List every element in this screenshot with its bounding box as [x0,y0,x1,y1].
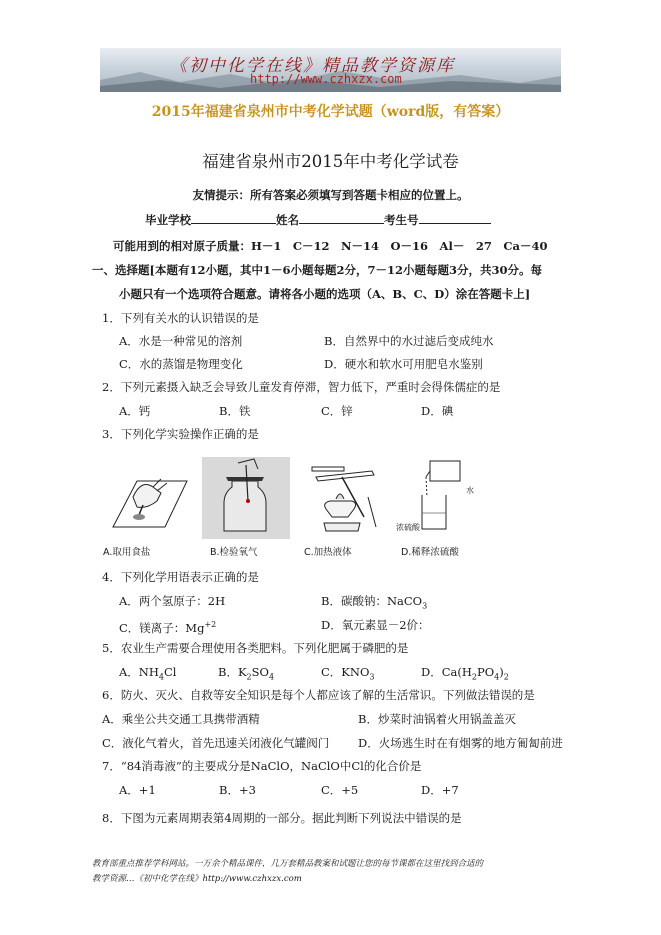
figure-d-acid-label: 浓硫酸 [396,523,420,532]
figure-b-caption: B.检验氧气 [210,547,258,558]
q5-option-a-text: A．NH [119,665,159,679]
q5-option-b-text: B．K [218,665,247,679]
header-banner [100,48,561,92]
q2-option-d: D．碘 [421,404,454,418]
q6-stem: 6．防火、灭火、自救等安全知识是每个人都应该了解的生活常识。下列做法错误的是 [102,688,535,702]
banner-url: http://www.czhxzx.com [250,72,402,86]
q7-option-b: B．+3 [219,783,256,797]
q4-option-a: A．两个氢原子：2H [119,594,226,608]
q2-option-a: A．钙 [119,404,151,418]
q5-option-c-text: C．KNO [321,665,370,679]
q4-option-c [119,618,216,635]
q7-option-d: D．+7 [421,783,459,797]
atomic-masses: 可能用到的相对原子质量：H－1 C－12 N－14 O－16 Al－ 27 Ca－40 [113,239,548,253]
q4-option-b [321,594,427,613]
info-fields [145,213,491,227]
q6-option-c: C．液化气着火，首先迅速关闭液化气罐阀门 [102,736,330,750]
school-label: 毕业学校 [145,213,191,227]
q6-option-b: B．炒菜时油锅着火用锅盖盖灭 [358,712,516,726]
name-blank [299,213,384,224]
q4-stem: 4．下列化学用语表示正确的是 [102,570,259,584]
q5-option-b-mid: SO [251,665,269,679]
exam-title: 福建省泉州市2015年中考化学试卷 [202,152,459,171]
figure-c-caption: C.加热液体 [304,547,352,558]
figure-a-salt [103,457,191,539]
figure-d-caption: D.稀释浓硫酸 [401,547,459,558]
q7-stem: 7．“84消毒液”的主要成分是NaClO，NaClO中Cl的化合价是 [102,759,422,773]
q5-option-a [119,665,176,684]
q5-option-d-text: D．Ca(H [421,665,472,679]
school-blank [191,213,276,224]
name-label: 姓名 [276,213,299,227]
section1-line1: 一、选择题[本题有12小题，其中1－6小题每题2分，7－12小题每题3分，共30分。每 [92,263,542,277]
q4-option-b-sub: 3 [422,601,428,611]
q5-option-a-post: Cl [164,665,177,679]
figure-b-oxygen [202,457,290,539]
q5-option-c-sub: 3 [369,672,375,682]
q5-option-b-sub2: 4 [268,672,275,682]
q4-option-c-text: C．镁离子：Mg [119,620,205,635]
footer-line1: 教育部重点推荐学科网站。一万余个精品课件，几万套精品教案和试题让您的每节课都在这里找到合适的 [92,859,484,869]
footer-line2: 教学资源…《初中化学在线》http://www.czhxzx.com [92,874,302,884]
friendly-tip: 友情提示：所有答案必须填写到答题卡相应的位置上。 [192,188,469,202]
q5-option-d-mid: PO [477,665,495,679]
exam-no-label: 考生号 [384,213,419,227]
q8-stem: 8．下图为元素周期表第4周期的一部分。据此判断下列说法中错误的是 [102,811,462,825]
document-title: 2015年福建省泉州市中考化学试题（word版，有答案） [151,104,510,120]
q5-option-d-post: ) [499,665,504,679]
q6-option-d: D．火场逃生时在有烟雾的地方匍匐前进 [358,736,563,750]
q2-stem: 2．下列元素摄入缺乏会导致儿童发育停滞，智力低下，严重时会得侏儒症的是 [102,380,501,394]
q7-option-a: A．+1 [119,783,156,797]
q5-option-d [421,665,509,684]
q4-option-c-sup: +2 [204,620,217,629]
q5-stem: 5．农业生产需要合理使用各类肥料。下列化肥属于磷肥的是 [102,641,409,655]
q2-option-b: B．铁 [219,404,251,418]
q4-option-b-text: B．碳酸钠：NaCO [321,594,423,608]
q1-option-d: D．硬水和软水可用肥皂水鉴别 [324,357,483,371]
q6-option-a: A．乘坐公共交通工具携带酒精 [102,712,260,726]
q1-option-c: C．水的蒸馏是物理变化 [119,357,243,371]
q5-option-a-sub: 4 [158,672,164,682]
figure-d-water-label: 水 [466,486,474,495]
figure-a-caption: A.取用食盐 [103,547,151,558]
q5-option-c [321,665,374,684]
q4-option-d: D．氧元素显－2价： [321,618,430,632]
q5-option-d-sub1: 2 [471,672,477,682]
q5-option-d-sub2: 4 [494,672,500,682]
figure-c-heating [302,457,392,539]
section1-line2: 小题只有一个选项符合题意。请将各小题的选项（A、B、C、D）涂在答题卡上] [119,287,531,301]
q7-option-c: C．+5 [321,783,359,797]
q5-option-d-sub3: 2 [503,672,509,682]
q5-option-b-sub1: 2 [246,672,252,682]
q2-option-c: C．锌 [321,404,353,418]
q3-stem: 3．下列化学实验操作正确的是 [102,427,259,441]
exam-no-blank [419,213,491,224]
q5-option-b [218,665,274,684]
q1-stem: 1．下列有关水的认识错误的是 [102,311,259,325]
q1-option-b: B．自然界中的水过滤后变成纯水 [324,334,494,348]
q1-option-a: A．水是一种常见的溶剂 [119,334,243,348]
banner-title: 《初中化学在线》精品教学资源库 [170,56,455,76]
